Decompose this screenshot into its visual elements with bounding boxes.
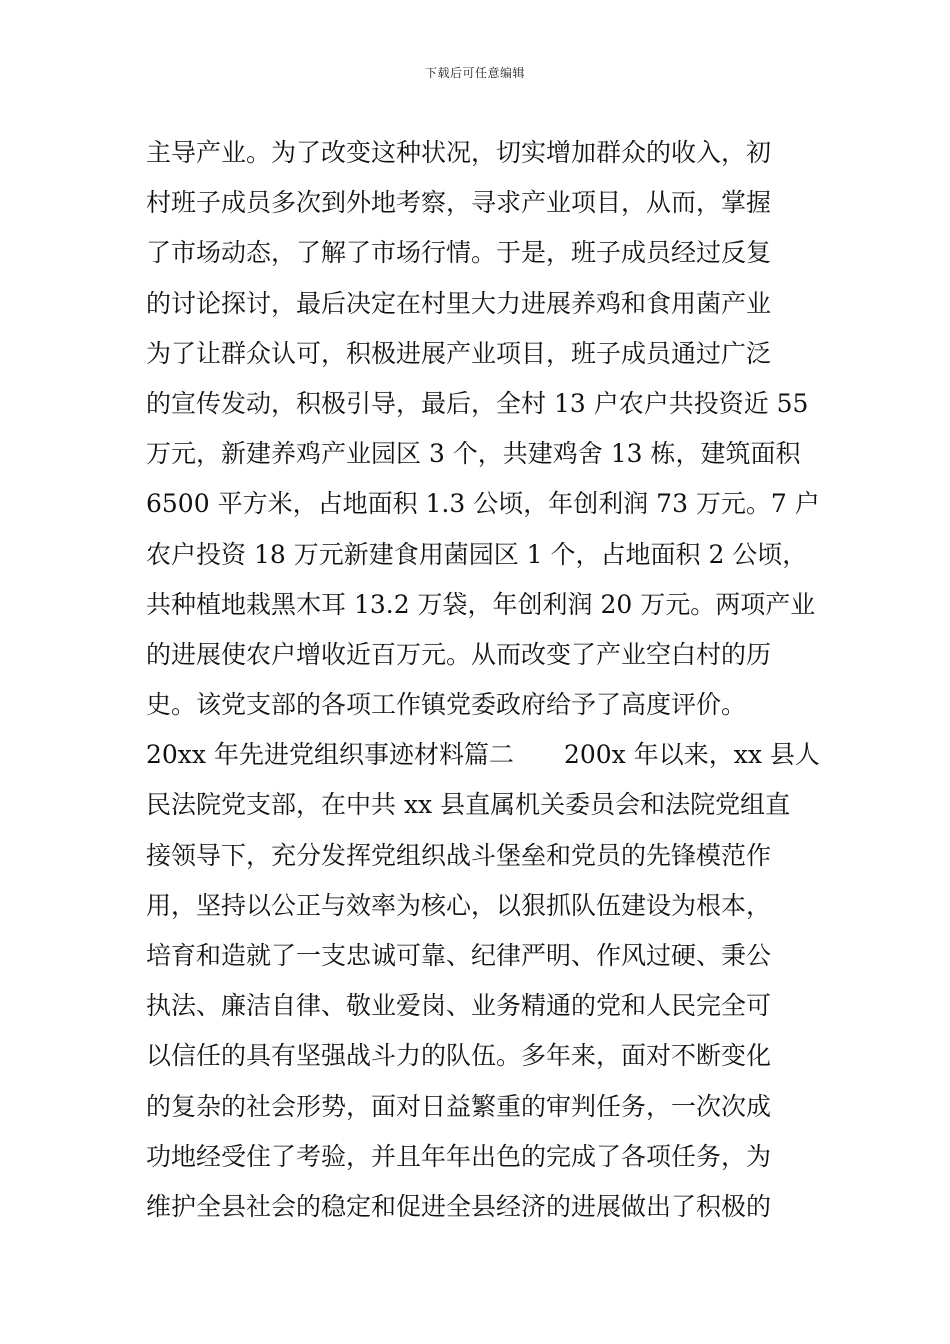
text-line: 培育和造就了一支忠诚可靠、纪律严明、作风过硬、秉公 bbox=[146, 941, 772, 970]
text-line: 主导产业。为了改变这种状况，切实增加群众的收入，初 bbox=[146, 138, 772, 167]
text-line: 6500 平方米，占地面积 1.3 公顷，年创利润 73 万元。7 户 bbox=[146, 489, 820, 519]
text-line: 史。该党支部的各项工作镇党委政府给予了高度评价。 bbox=[146, 690, 747, 720]
text-line: 万元，新建养鸡产业园区 3 个，共建鸡舍 13 栋，建筑面积 bbox=[146, 439, 801, 469]
text-line: 的宣传发动，积极引导，最后，全村 13 户农户共投资近 55 bbox=[146, 388, 809, 418]
section-heading-line: 20xx 年先进党组织事迹材料篇二 200x 年以来，xx 县人 bbox=[146, 740, 820, 770]
text-line: 共种植地栽黑木耳 13.2 万袋，年创利润 20 万元。两项产业 bbox=[146, 589, 816, 619]
text-line: 民法院党支部，在中共 xx 县直属机关委员会和法院党组直 bbox=[146, 790, 791, 820]
text-line: 的讨论探讨，最后决定在村里大力进展养鸡和食用菌产业 bbox=[146, 288, 772, 318]
text-line: 用，坚持以公正与效率为核心，以狠抓队伍建设为根本， bbox=[146, 890, 772, 920]
text-line: 的复杂的社会形势，面对日益繁重的审判任务，一次次成 bbox=[146, 1091, 772, 1121]
page-header: 下载后可任意编辑 bbox=[424, 66, 525, 80]
text-line: 维护全县社会的稳定和促进全县经济的进展做出了积极的 bbox=[146, 1191, 772, 1221]
text-line: 了市场动态，了解了市场行情。于是，班子成员经过反复 bbox=[146, 238, 772, 268]
document-body bbox=[146, 128, 820, 1232]
text-line: 以信任的具有坚强战斗力的队伍。多年来，面对不断变化 bbox=[146, 1041, 772, 1071]
text-line: 的进展使农户增收近百万元。从而改变了产业空白村的历 bbox=[146, 639, 772, 669]
text-line: 功地经受住了考验，并且年年出色的完成了各项任务，为 bbox=[146, 1141, 772, 1171]
text-line: 接领导下，充分发挥党组织战斗堡垒和党员的先锋模范作 bbox=[146, 840, 772, 870]
text-line: 为了让群众认可，积极进展产业项目，班子成员通过广泛 bbox=[146, 338, 772, 368]
text-line: 执法、廉洁自律、敬业爱岗、业务精通的党和人民完全可 bbox=[146, 991, 772, 1021]
text-line: 村班子成员多次到外地考察，寻求产业项目，从而，掌握 bbox=[146, 188, 772, 218]
text-line: 农户投资 18 万元新建食用菌园区 1 个，占地面积 2 公顷， bbox=[146, 539, 808, 569]
